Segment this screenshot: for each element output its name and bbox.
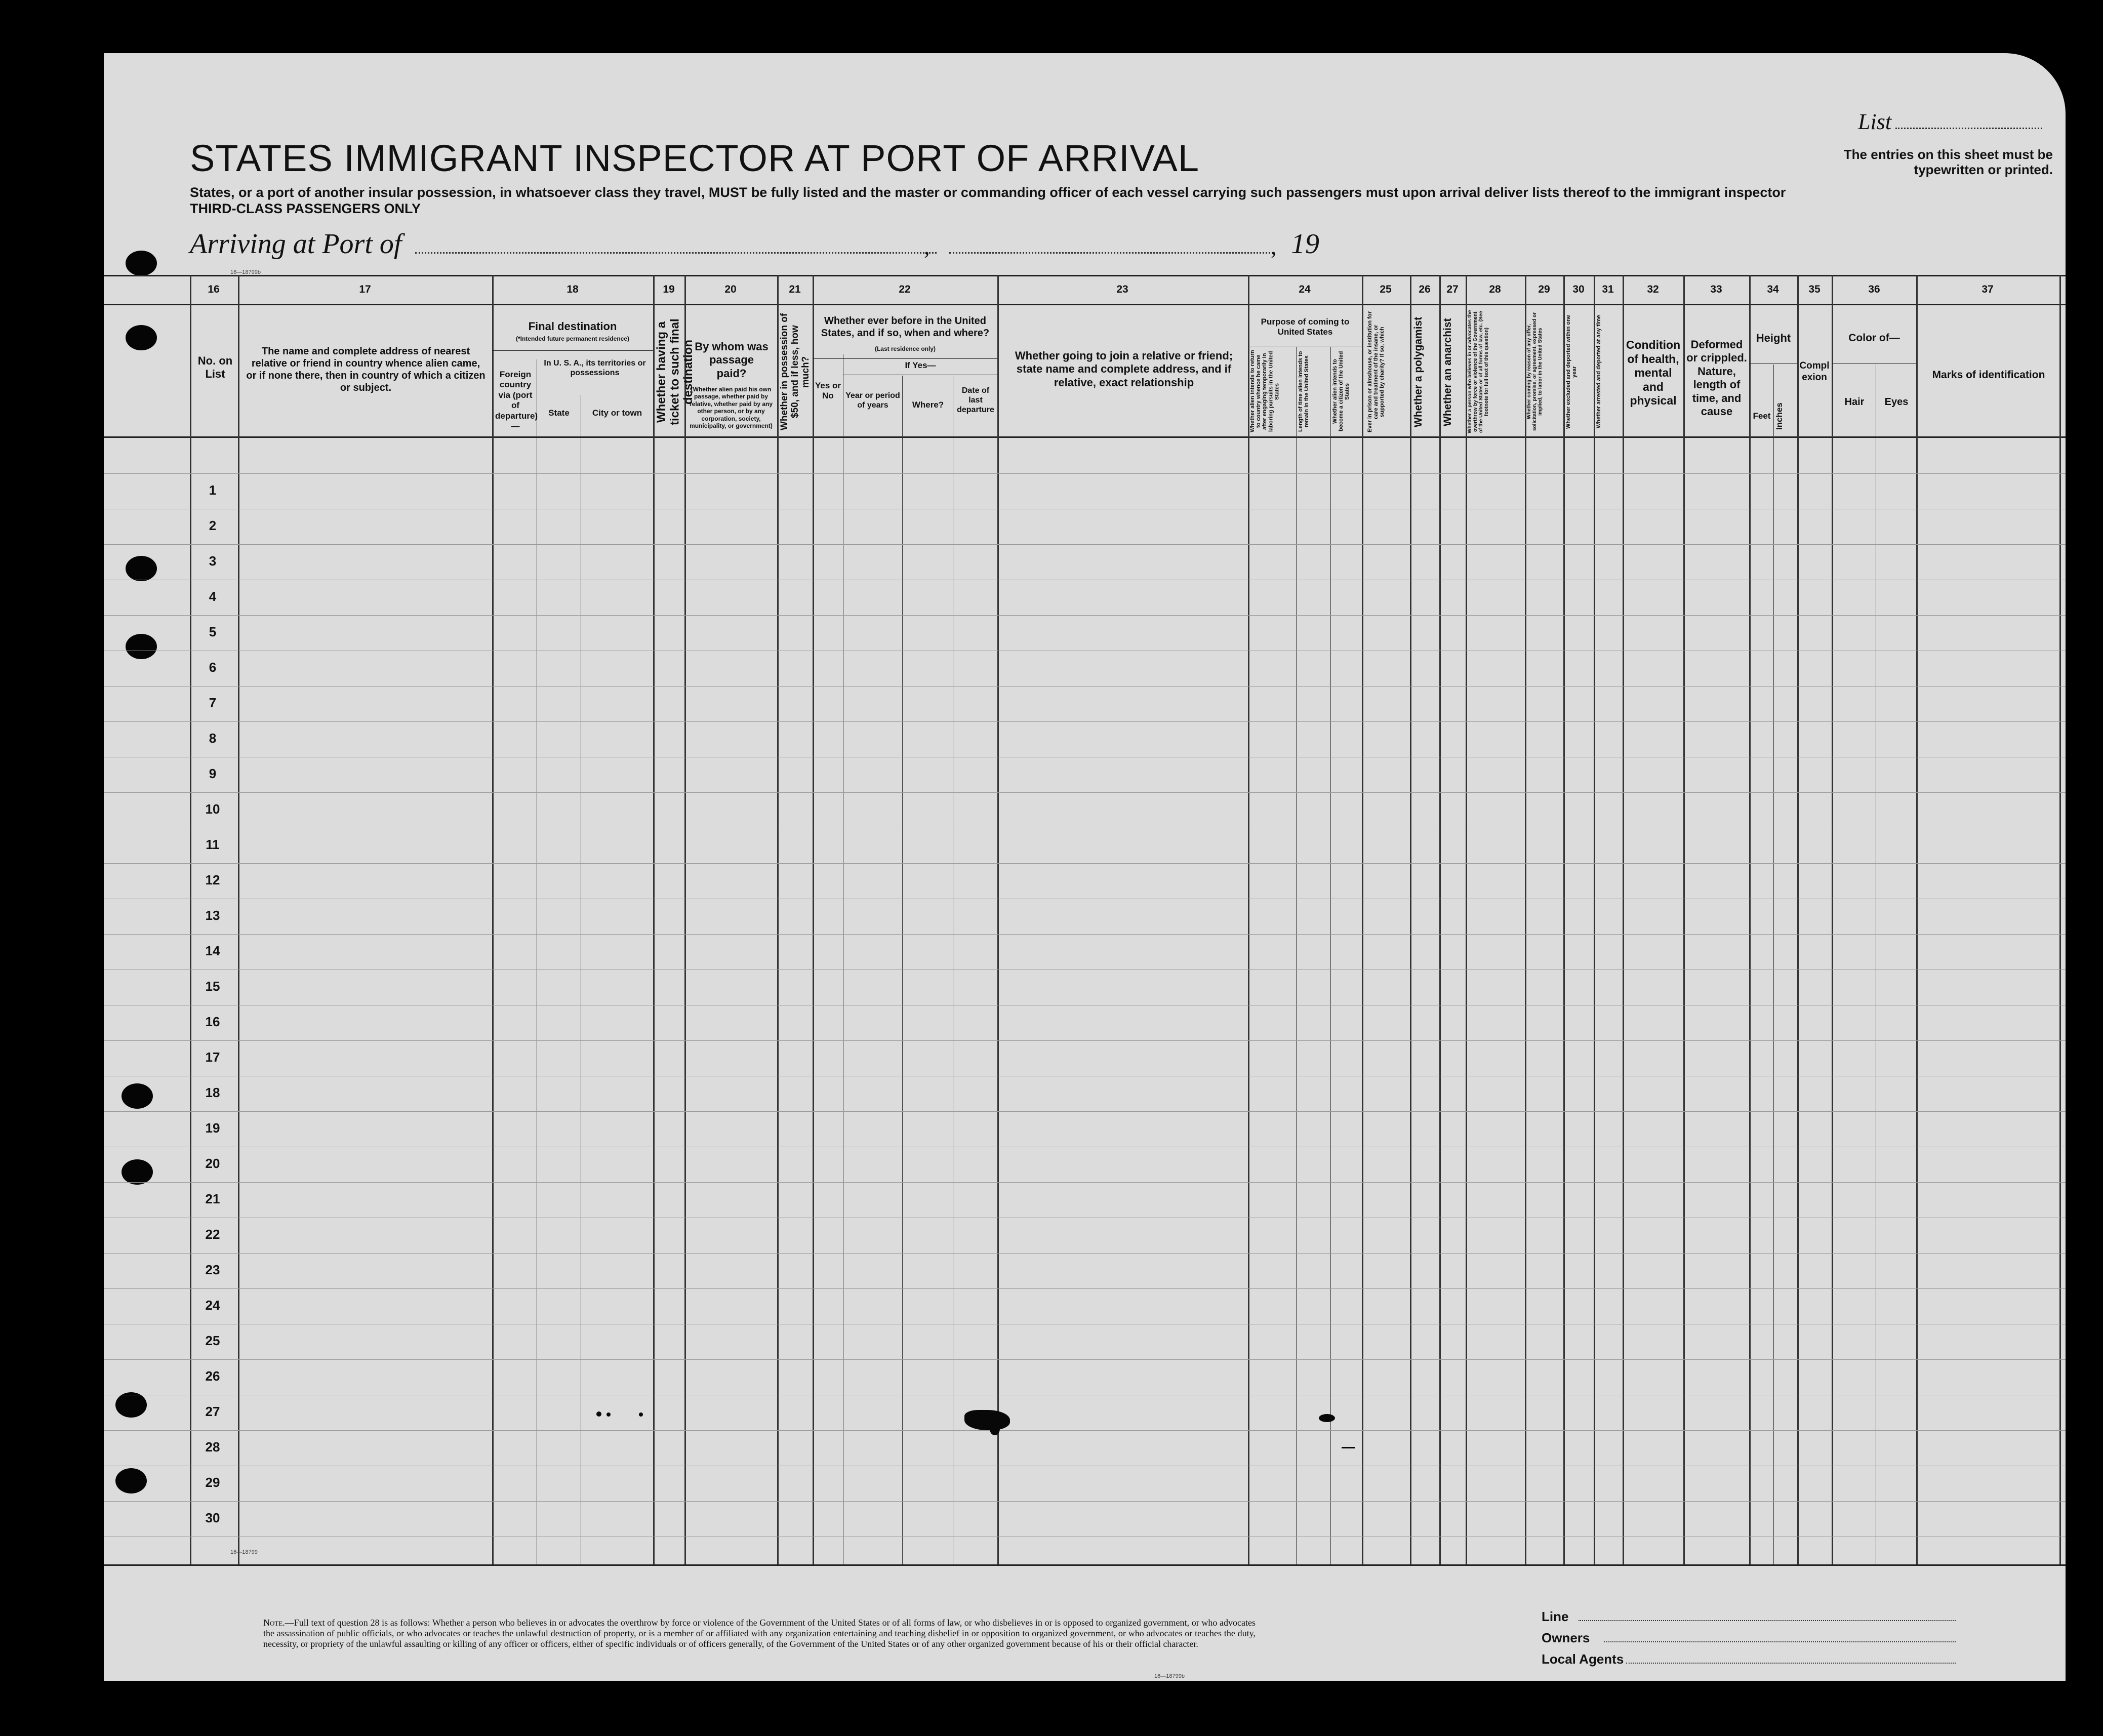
column-number: 37	[1981, 284, 1994, 295]
header-overthrow: Whether a person who believes in or advocates the overthrow by force or violence of the Government of the United States or of all forms of law, etc. (See footnote for full text of this question)	[1467, 310, 1489, 434]
row-number: 6	[209, 660, 217, 675]
column-line	[1594, 275, 1595, 1564]
header-foreign-country: Foreign country via (port of departure)—	[495, 370, 538, 431]
row-number: 11	[206, 837, 220, 852]
row-number: 18	[205, 1085, 220, 1100]
column-line	[653, 275, 655, 1564]
footnote-text: —Full text of question 28 is as follows: Whether a person who believes in or advocates the overthrow by force or violence of the Government of the United States or of all forms of law, or who disbelieves in or is opposed to organized government, or who advocates the assassination of public officials, or who advocates or teaches the unlawful destruction of property, or is a member of or affiliated with any organization entertaining and teaching disbelief in or opposition to organized government, or who advocates or teaches the duty, necessity, or propriety of the unlawful assaulting or killing of any officer or officers, either of specific individuals or of officers generally, of the Government of the United States or of any other organized government because of his or their official character.	[263, 1618, 1256, 1649]
column-line	[1330, 347, 1331, 1564]
column-line	[1563, 275, 1565, 1564]
header-anarchist: Whether an anarchist	[1442, 318, 1453, 426]
column-number-divider	[104, 304, 2066, 305]
header-purpose-return: Whether alien intends to return to country whence he came after engaging temporarily in laboring pursuits in the United States	[1249, 350, 1280, 433]
list-number-field[interactable]	[1858, 109, 2042, 135]
header-labor-offer: Whether coming by reason of any offer, solicitation, promise, or agreement, expressed or implied, to labor in the United States	[1526, 312, 1543, 431]
column-number: 17	[359, 284, 371, 295]
header-before-in-us: Whether ever before in the United States, and if so, when and where?	[821, 315, 990, 339]
column-line	[1410, 275, 1411, 1564]
row-number: 28	[205, 1439, 220, 1455]
header-where: Where?	[912, 400, 944, 410]
ink-smudge	[606, 1412, 611, 1417]
header-prison: Ever in prison or almshouse, or institution for care and treatment of the insane, or supported by charity? If so, which	[1367, 311, 1386, 433]
row-number: 16	[205, 1014, 220, 1029]
column-number: 22	[899, 284, 911, 295]
column-number: 33	[1710, 284, 1722, 295]
column-line	[1439, 275, 1441, 1564]
row-number: 26	[205, 1368, 220, 1384]
column-line	[1916, 275, 1918, 1564]
header-final-destination: Final destination	[528, 320, 617, 333]
arrival-year-prefix: 19	[1291, 228, 1319, 260]
header-ticket: Whether having a ticket to such final destination	[655, 318, 695, 425]
header-health: Condition of health, mental and physical	[1626, 338, 1681, 408]
form-number: 16—18799	[230, 1549, 258, 1555]
arriving-port-label: Arriving at Port of	[190, 228, 402, 260]
column-number: 31	[1602, 284, 1614, 295]
list-label: List	[1858, 109, 1892, 134]
column-line	[190, 275, 191, 1564]
header-eyes: Eyes	[1884, 396, 1909, 408]
header-excluded: Whether excluded and deported within one year	[1565, 315, 1578, 429]
column-line	[684, 275, 686, 1564]
row-number: 4	[209, 589, 217, 604]
table-bottom-border	[104, 1564, 2066, 1566]
header-purpose: Purpose of coming to United States	[1261, 317, 1350, 337]
footnote-question-28	[263, 1618, 1256, 1649]
header-divider	[104, 436, 2066, 438]
row-number: 14	[205, 943, 220, 958]
header-arrested: Whether arrested and deported at any time	[1596, 315, 1602, 429]
column-line	[777, 275, 779, 1564]
binder-hole	[126, 556, 157, 581]
binder-hole	[126, 634, 157, 659]
binder-hole	[126, 325, 157, 350]
column-number: 26	[1419, 284, 1431, 295]
header-departure-date: Date of last departure	[957, 386, 994, 415]
header-hair: Hair	[1844, 396, 1865, 408]
page-subtitle: States, or a port of another insular possession, in whatsoever class they travel, MUST be fully listed and the master or commanding officer of each vessel carrying such passengers must upon arrival deliver lists thereof to the immigrant inspector	[190, 185, 1786, 200]
local-agents-label: Local Agents	[1542, 1651, 1624, 1667]
ink-smudge	[1342, 1447, 1355, 1448]
column-line	[1749, 275, 1751, 1564]
row-number: 12	[205, 872, 220, 887]
class-label: THIRD-CLASS PASSENGERS ONLY	[190, 201, 421, 216]
column-number: 28	[1489, 284, 1501, 295]
row-number: 10	[205, 801, 220, 817]
arriving-port-field[interactable]	[415, 252, 937, 254]
form-number: 16—18799b	[230, 269, 261, 275]
row-number: 25	[205, 1333, 220, 1348]
column-number: 21	[789, 284, 801, 295]
header-state: State	[548, 408, 570, 418]
header-passage-note: (Whether alien paid his own passage, whether paid by relative, whether paid by any other person, or by any corporation, society, municipality, or government)	[689, 386, 773, 429]
ink-smudge	[1319, 1414, 1335, 1422]
header-before-note: (Last residence only)	[874, 345, 936, 352]
binder-hole	[115, 1392, 147, 1418]
row-number: 17	[205, 1049, 220, 1065]
column-line	[1248, 275, 1249, 1564]
column-line	[1683, 275, 1685, 1564]
ink-smudge	[639, 1412, 643, 1417]
header-deformed: Deformed or crippled. Nature, length of time, and cause	[1686, 338, 1747, 418]
column-number: 30	[1572, 284, 1585, 295]
binder-hole	[122, 1083, 153, 1109]
entries-instruction: The entries on this sheet must be typewritten or printed.	[1843, 147, 2053, 177]
local-agents-field[interactable]	[1626, 1663, 1956, 1664]
subheader-line	[813, 358, 997, 359]
form-number: 16—18799b	[1154, 1673, 1185, 1679]
comma-mark: ,	[924, 233, 930, 259]
column-line	[902, 376, 903, 1564]
column-number: 24	[1299, 284, 1311, 295]
row-number: 20	[205, 1156, 220, 1171]
row-number: 22	[205, 1227, 220, 1242]
header-usa: In U. S. A., its territories or possessions	[544, 359, 646, 378]
row-number: 21	[205, 1191, 220, 1206]
column-line	[1797, 275, 1799, 1564]
owners-field[interactable]	[1604, 1641, 1956, 1642]
header-height: Height	[1756, 332, 1791, 344]
ink-smudge	[990, 1423, 1000, 1435]
column-line	[813, 275, 814, 1564]
table-top-border	[104, 275, 2066, 276]
column-line	[1832, 275, 1833, 1564]
header-money: Whether in possession of $50, and if less, how much?	[779, 313, 811, 431]
header-marks: Marks of identification	[1932, 369, 2045, 381]
header-yes-no: Yes or No	[815, 381, 841, 401]
column-number: 27	[1446, 284, 1459, 295]
header-join-relative: Whether going to join a relative or friend; state name and complete address, and if relative, exact relationship	[1015, 349, 1233, 389]
column-number: 19	[663, 284, 675, 295]
column-line	[238, 275, 239, 1564]
header-nearest-relative: The name and complete address of nearest relative or friend in country whence alien came, or if none there, then in country of which a citizen or subject.	[246, 346, 486, 393]
header-purpose-citizen: Whether alien intends to become a citizen of the United States	[1332, 351, 1351, 432]
column-line	[1466, 275, 1467, 1564]
row-number: 9	[209, 766, 217, 781]
row-number: 27	[205, 1404, 220, 1419]
row-number: 2	[209, 518, 217, 533]
header-purpose-length: Length of time alien intends to remain in the United States	[1298, 351, 1310, 432]
row-number: 5	[209, 624, 217, 639]
row-number: 8	[209, 731, 217, 746]
column-line	[1525, 275, 1526, 1564]
line-field[interactable]	[1579, 1620, 1956, 1621]
header-feet: Feet	[1753, 411, 1771, 421]
row-number: 13	[205, 908, 220, 923]
row-number: 23	[205, 1262, 220, 1277]
header-passage-paid: By whom was passage paid?	[695, 340, 769, 380]
column-number: 36	[1868, 284, 1880, 295]
ink-smudge	[596, 1411, 601, 1417]
subheader-line	[492, 350, 653, 351]
ink-smudge	[964, 1410, 1010, 1430]
header-if-yes: If Yes—	[905, 360, 936, 370]
header-city: City or town	[592, 408, 642, 418]
manifest-sheet	[104, 53, 2066, 1681]
column-number: 18	[567, 284, 579, 295]
column-number: 32	[1647, 284, 1659, 295]
column-number: 23	[1116, 284, 1128, 295]
header-polygamist: Whether a polygamist	[1412, 316, 1424, 428]
page-title: STATES IMMIGRANT INSPECTOR AT PORT OF ARRIVAL	[190, 137, 1200, 179]
column-number: 29	[1538, 284, 1550, 295]
arrival-date-field[interactable]	[949, 252, 1273, 254]
row-number: 24	[205, 1298, 220, 1313]
column-line	[2059, 275, 2061, 1564]
header-year: Year or period of years	[845, 391, 900, 410]
column-number: 35	[1808, 284, 1821, 295]
header-complexion: Complexion	[1799, 360, 1830, 383]
row-number: 29	[205, 1475, 220, 1490]
column-number: 20	[724, 284, 737, 295]
binder-hole	[126, 251, 157, 276]
owners-label: Owners	[1542, 1630, 1590, 1645]
column-line	[492, 275, 494, 1564]
header-color: Color of—	[1848, 332, 1900, 344]
column-line	[1296, 347, 1297, 1564]
header-no-on-list: No. on List	[197, 354, 233, 381]
header-final-destination-note: (*Intended future permanent residence)	[515, 335, 630, 342]
row-number: 19	[205, 1120, 220, 1136]
row-number: 30	[205, 1510, 220, 1525]
column-number: 25	[1380, 284, 1392, 295]
binder-hole	[115, 1468, 147, 1493]
column-number: 34	[1767, 284, 1779, 295]
row-number: 15	[205, 979, 220, 994]
header-inches: Inches	[1774, 402, 1784, 430]
line-label: Line	[1542, 1609, 1569, 1624]
row-number: 3	[209, 553, 217, 569]
binder-hole	[122, 1159, 153, 1185]
footnote-label: Note.	[263, 1618, 285, 1628]
comma-mark: ,	[1271, 233, 1277, 259]
row-number: 1	[209, 482, 217, 498]
column-number: 16	[208, 284, 220, 295]
column-line	[1362, 275, 1363, 1564]
column-line	[997, 275, 999, 1564]
column-line	[1623, 275, 1624, 1564]
row-number: 7	[209, 695, 217, 710]
